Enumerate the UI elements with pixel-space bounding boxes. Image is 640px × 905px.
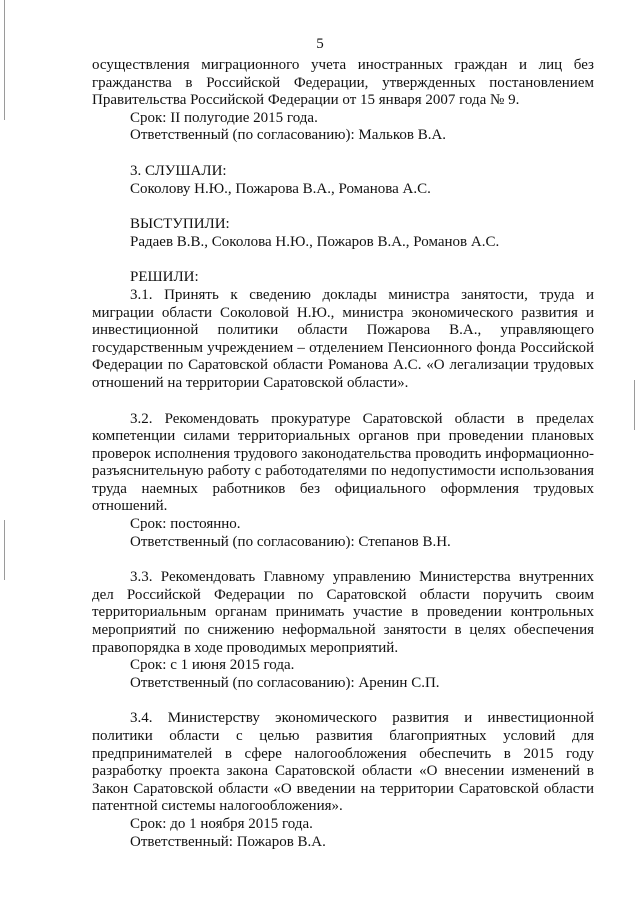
spoke-heading: ВЫСТУПИЛИ: — [130, 216, 230, 233]
decision-term: Срок: до 1 ноября 2015 года. — [130, 815, 313, 832]
page-number: 5 — [316, 36, 324, 52]
decision-item-3-1: 3.1. Принять к сведению доклады министра занятости, труда и миграции области Соколовой Н.Ю., министра экономического развития и инвестиционной политики области Пожарова В.А., управляющего государственным учреждением – отделением Пенсионного фонда Российской Федерации по Саратовской области Романова А.С. «О легализации трудовых отношений на территории Саратовской области». — [92, 286, 594, 391]
spoke-names: Радаев В.В., Соколова Н.Ю., Пожаров В.А., Романов А.С. — [130, 233, 500, 250]
decision-term: Срок: с 1 июня 2015 года. — [130, 657, 295, 674]
heard-heading: 3. СЛУШАЛИ: — [130, 162, 227, 179]
scan-edge-mark — [4, 0, 5, 120]
decision-item-3-2: 3.2. Рекомендовать прокуратуре Саратовской области в пределах компетенции силами территориальных органов при проведении плановых проверок исполнения трудового законодательства проводить информационно-разъяснительную работу с работодателями по недопустимости использования труда наемных работников без официального оформления трудовых отношений. — [92, 410, 594, 515]
decision-item-3-3: 3.3. Рекомендовать Главному управлению Министерства внутренних дел Российской Федерации по Саратовской области поручить своим территориальным органам принимать участие в проведении контрольных мероприятий по снижению неформальной занятости в целях обеспечения правопорядка в ходе проводимых мероприятий. — [92, 569, 594, 656]
intro-term: Срок: II полугодие 2015 года. — [130, 109, 318, 126]
decided-heading: РЕШИЛИ: — [130, 269, 199, 286]
decision-item-3-4: 3.4. Министерству экономического развития и инвестиционной политики области с целью развития благоприятных условий для предпринимателей в сфере налогообложения обеспечить в 2015 году разработку проекта закона Саратовской области «О внесении изменений в Закон Саратовской области «О введении на территории Саратовской области патентной системы налогообложения». — [92, 710, 594, 815]
decision-term: Срок: постоянно. — [130, 516, 241, 533]
intro-responsible: Ответственный (по согласованию): Мальков В.А. — [130, 127, 447, 144]
document-body — [92, 57, 594, 851]
scan-edge-mark — [4, 520, 5, 580]
scan-edge-mark — [634, 380, 635, 430]
decision-responsible: Ответственный (по согласованию): Аренин С.П. — [130, 674, 440, 691]
intro-paragraph: осуществления миграционного учета иностранных граждан и лиц без гражданства в Российской Федерации, утвержденных постановлением Правительства Российской Федерации от 15 января 2007 года № 9. — [92, 57, 594, 109]
decision-responsible: Ответственный: Пожаров В.А. — [130, 833, 326, 850]
decision-responsible: Ответственный (по согласованию): Степанов В.Н. — [130, 533, 451, 550]
heard-names: Соколову Н.Ю., Пожарова В.А., Романова А.С. — [130, 180, 431, 197]
